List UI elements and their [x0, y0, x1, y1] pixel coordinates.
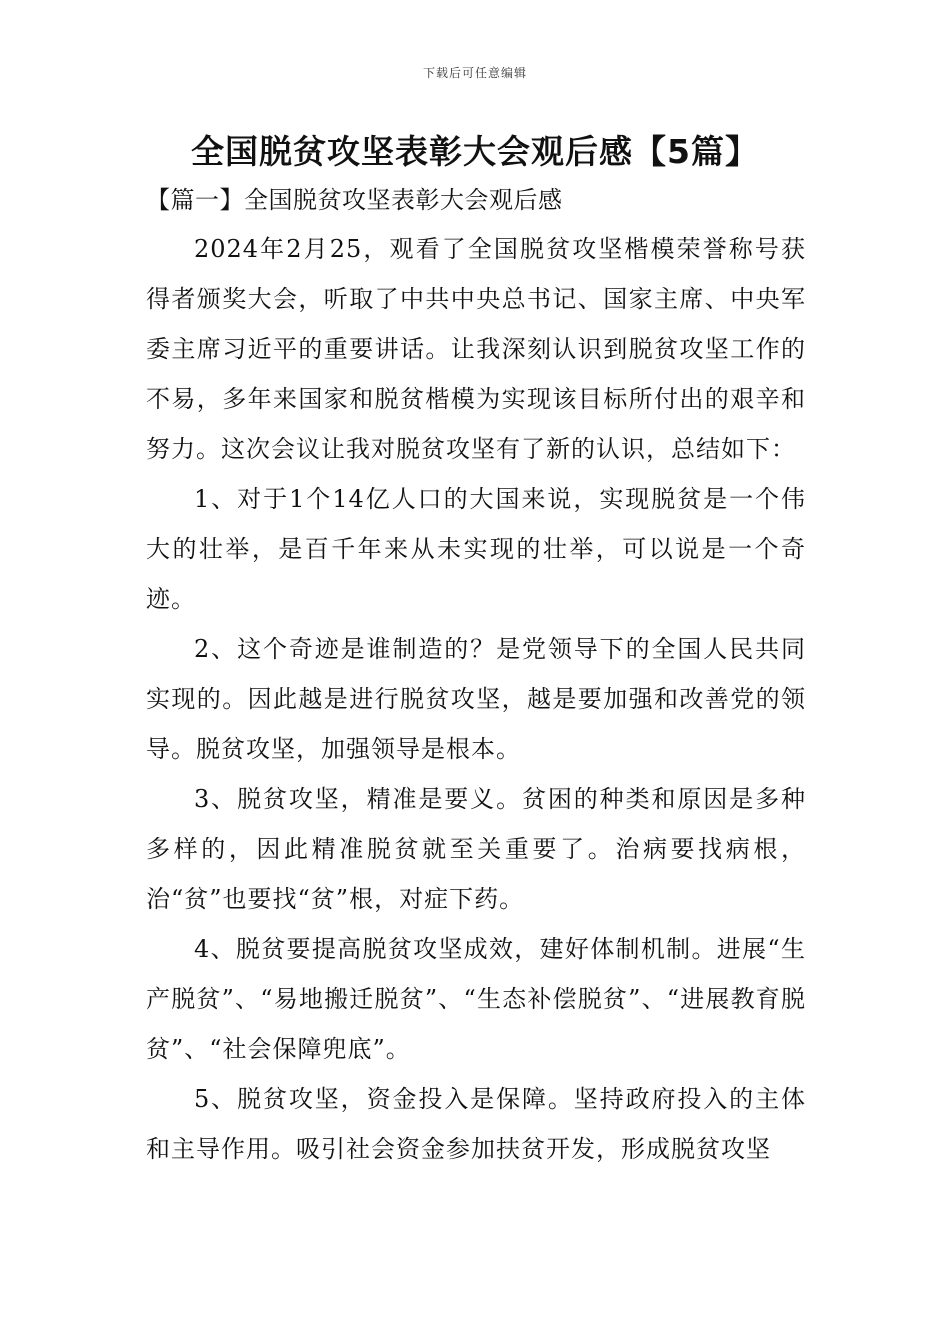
- document-body: [146, 178, 806, 1174]
- document-title: 全国脱贫攻坚表彰大会观后感【5篇】: [191, 132, 759, 171]
- paragraph-intro: 2024年2月25，观看了全国脱贫攻坚楷模荣誉称号获得者颁奖大会，听取了中共中央总书记、国家主席、中央军委主席习近平的重要讲话。让我深刻认识到脱贫攻坚工作的不易，多年来国家和脱贫楷模为实现该目标所付出的艰辛和努力。这次会议让我对脱贫攻坚有了新的认识，总结如下：: [146, 235, 806, 463]
- section-heading: 【篇一】全国脱贫攻坚表彰大会观后感: [146, 186, 563, 214]
- paragraph-point-4: 4、脱贫要提高脱贫攻坚成效，建好体制机制。进展“生产脱贫”、“易地搬迁脱贫”、“生态补偿脱贫”、“进展教育脱贫”、“社会保障兜底”。: [146, 935, 806, 1063]
- paragraph-point-3: 3、脱贫攻坚，精准是要义。贫困的种类和原因是多种多样的，因此精准脱贫就至关重要了。治病要找病根，治“贫”也要找“贫”根，对症下药。: [146, 785, 806, 913]
- paragraph-point-2: 2、这个奇迹是谁制造的？是党领导下的全国人民共同实现的。因此越是进行脱贫攻坚，越是要加强和改善党的领导。脱贫攻坚，加强领导是根本。: [146, 635, 806, 763]
- header-note: 下载后可任意编辑: [422, 66, 527, 80]
- paragraph-point-1: 1、对于1个14亿人口的大国来说，实现脱贫是一个伟大的壮举，是百千年来从未实现的壮举，可以说是一个奇迹。: [146, 485, 806, 613]
- paragraph-point-5: 5、脱贫攻坚，资金投入是保障。坚持政府投入的主体和主导作用。吸引社会资金参加扶贫开发，形成脱贫攻坚: [146, 1085, 806, 1163]
